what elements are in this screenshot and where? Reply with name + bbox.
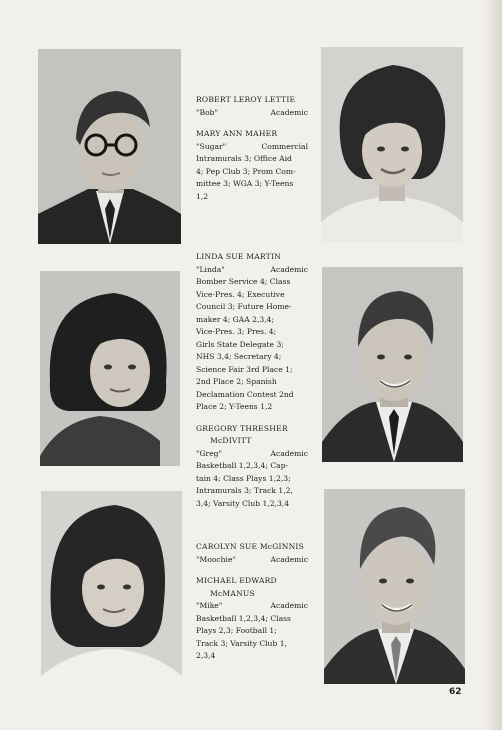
student-nickname: "Moochie" (196, 554, 236, 564)
student-name: CAROLYN SUE McGINNIS (196, 542, 305, 551)
student-course: Academic (270, 264, 308, 274)
page-number: 62 (449, 687, 462, 697)
portrait-carolyn (41, 491, 182, 686)
student-name: MARY ANN MAHER (196, 129, 278, 138)
student-course: Commercial (261, 141, 308, 151)
page-edge (484, 0, 502, 730)
student-nickname: "Bob" (196, 107, 218, 117)
student-nickname: "Linda" (196, 264, 225, 274)
student-nickname: "Greg" (196, 448, 223, 458)
student-course: Academic (270, 107, 308, 117)
student-name: MICHAEL EDWARD (196, 576, 277, 585)
portrait-michael (324, 489, 465, 684)
bio-group-2 (196, 251, 308, 510)
portrait-linda (40, 271, 180, 466)
student-name: LINDA SUE MARTIN (196, 252, 281, 261)
bio-group-1 (196, 94, 308, 203)
student-name: ROBERT LEROY LETTIE (196, 95, 296, 104)
student-course: Academic (270, 554, 308, 564)
student-activities: Basketball 1,2,3,4; Cap- tain 4; Class Plays 1,2,3; Intramurals 3; Track 1,2, 3,4; Varsity Club 1,2,3,4 (196, 461, 293, 508)
student-nickname: "Mike" (196, 601, 223, 610)
bio-group-3 (196, 541, 308, 663)
student-activities: Bomber Service 4; Class Vice-Pres. 4; Executive Council 3; Future Home- maker 4; GAA 2,3,4; Vice-Pres. 3; Pres. 4; Girls State Delegate 3; NHS 3,4; Secretary 4; Science Fair 3rd Place 1; 2nd Place 2; Spanish Declamation Contest 2nd Place 2; Y-Teens 1,2 (196, 277, 294, 411)
student-nickname: "Sugar" (196, 141, 227, 151)
student-activities: Basketball 1,2,3,4; Class Plays 2,3; Football 1; Track 3; Varsity Club 1, 2,3,4 (196, 613, 291, 660)
student-name: GREGORY THRESHER (196, 423, 288, 433)
portrait-mary-ann (321, 47, 463, 242)
student-course: Academic (270, 601, 308, 610)
portrait-robert (38, 49, 181, 244)
student-activities: Intramurals 3; Office Aid 4; Pep Club 3; Prom Com- mittee 3; WGA 3; Y-Teens 1,2 (196, 154, 296, 201)
student-name-line2: McDIVITT (210, 436, 252, 445)
student-course: Academic (270, 448, 308, 458)
student-name-line2: McMANUS (210, 588, 255, 598)
portrait-gregory (322, 267, 463, 462)
